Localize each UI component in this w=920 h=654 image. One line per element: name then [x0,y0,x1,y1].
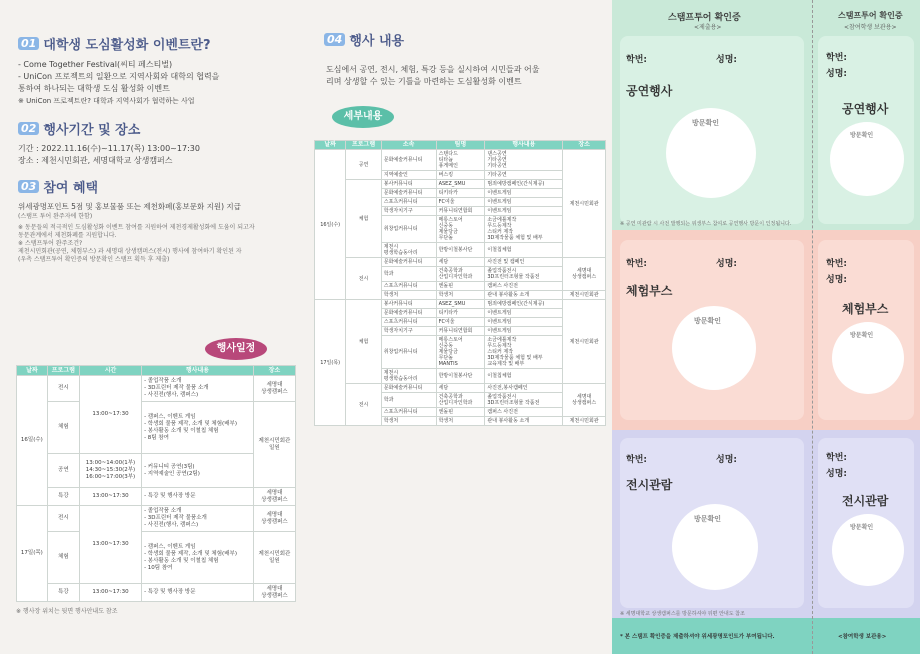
detail-table [314,140,606,426]
section-1-title: 01 대학생 도심활성화 이벤트란? [18,34,291,53]
table-cell: 13:00~17:30 [79,488,141,506]
stamp-sub-2: <참여학생 보관용> [844,24,897,31]
table-cell: 세명대 상생캠퍼스 [253,584,295,602]
table-row [315,180,606,189]
table-cell: 전시 [346,384,381,426]
table-cell: 댄스공연 기타공연 기타공연 [485,150,563,171]
table-cell: 티키타카 [436,309,485,318]
category-exhibition: 전시관람 [626,478,673,492]
table-cell: 제천시 평생학습동아리 [381,243,436,258]
table-cell: 세담 [436,258,485,267]
table-cell: 건축공학과 산업디자인학과 [436,267,485,282]
table-cell: 16일(수) [17,376,48,506]
table-cell: 스포츠커뮤니티 [381,198,436,207]
table-cell: 버스킹 [436,171,485,180]
table-cell: 체험 [47,402,79,454]
section-4-body: 도심에서 공연, 전시, 체험, 특강 등을 실시하여 시민들과 어울 리며 상생할 수 있는 기틀을 마련하는 도심활성화 이벤트 [326,65,540,86]
table-row [315,258,606,267]
table-cell: 특강 [47,488,79,506]
table-cell: 한방이철봉사단 [436,243,485,258]
table-cell: - 특강 및 행사장 방문 [142,584,254,602]
table-cell: 16일(수) [315,150,346,300]
table-cell: 커뮤니티연합회 [436,207,485,216]
table-cell: 세담 [436,384,485,393]
table-cell: 졸업작품전시 3D프린터조형물 작품전 [485,267,563,282]
table-cell: 메롱스토어 신중동 제물당금 무단돌 [436,216,485,243]
category-experience: 체험부스 [626,284,673,298]
table-cell: 문화예술커뮤니티 [381,384,436,393]
table-cell: 스포츠커뮤니티 [381,318,436,327]
table-cell: - 캠퍼스, 이벤트 게임 - 학생회 물품 제작, 소개 및 체험(배부) - 봉사활동 소개 및 이철칩 체험 - 10팀 참여 [142,532,254,584]
schedule-note: ※ 행사장 위치는 뒷면 행사안내도 참조 [16,608,118,615]
category-performance: 공연행사 [626,84,673,98]
stamp-title: 스탬프투어 확인증 [668,13,741,23]
table-row [315,141,606,150]
table-cell: 전시 [346,258,381,300]
table-cell: 13:00~17:30 [79,376,141,454]
table-cell: 학생자치기구 [381,207,436,216]
stamp-title-2: 스탬프투어 확인증 [838,11,903,20]
stamp-card: 스탬프투어 확인증 <제출용> 스탬프투어 확인증 <참여학생 보관용> 학번: 성명: 공연행사 방문확인 ※ 공연 미관람 시 사전 발행되는 위생부스 참여로 공연행사 방문이 인정됩니다. 학번: 성명: 공연행사 방문확인 학번: 성명: 체험부스 방문확인 학번: 성명: 체험부스 방문확인 학번: 성명: 전시관람 방문확인 ※ 세명대학교 상생캠퍼스를 방문하셔야 뒤편 안내도 참조 학번: 성명: 전시관람 방문확인 * 본 스탬프 확인증을 제출하셔야 위세광명포인트가 부여됩니다. <참여학생 보관용> [612,0,920,654]
table-cell: 13:00~14:00(1부) 14:30~15:30(2부) 16:00~17:00(3부) [79,454,141,488]
table-cell: 제천시민회관 일원 [253,402,295,488]
table-cell: 이벤트게임 [485,198,563,207]
table-cell: 팀명 [436,141,485,150]
stamp-footer-2: <참여학생 보관용> [838,634,887,640]
table-cell: 취창업커뮤니티 [381,336,436,369]
table-cell: 공연 [47,454,79,488]
table-cell: 관내 봉사활동 소개 [485,291,563,300]
table-cell: 스포츠커뮤니티 [381,282,436,291]
table-cell: 제천시민회관 [563,300,606,384]
table-cell: FC여울 [436,198,485,207]
table-cell: - 특강 및 행사장 방문 [142,488,254,506]
table-cell: 커뮤니티연합회 [436,327,485,336]
table-cell: 문화예술커뮤니티 [381,189,436,198]
table-cell: 공연 [346,150,381,180]
table-cell: 행사내용 [485,141,563,150]
table-cell: 학생처 [436,417,485,426]
table-cell: 취창업커뮤니티 [381,216,436,243]
table-cell: 세명대 상생캠퍼스 [563,258,606,291]
table-cell: - 졸업작품 소개 - 3D프린터 제작 물품소개 - 사진전(행사, 캠퍼스) [142,506,254,532]
table-cell: 학과 [381,393,436,408]
table-cell: 범죄예방캠페인(간식제공) [485,180,563,189]
table-cell: 엔돌핀 [436,408,485,417]
table-cell: 티키타카 [436,189,485,198]
table-cell: 체험 [47,532,79,584]
table-cell: 소속 [381,141,436,150]
table-cell: 전시 [47,376,79,402]
table-cell: 학생처 [381,417,436,426]
table-cell: 학생자치기구 [381,327,436,336]
table-cell: 건축공학과 산업디자인학과 [436,393,485,408]
table-cell: 이벤트게임 [485,207,563,216]
section-4-title: 04 행사 내용 [324,30,404,49]
table-cell: 범죄예방캠페인(간식제공) [485,300,563,309]
table-cell: 학생처 [381,291,436,300]
schedule-badge: 행사일정 [205,338,267,360]
section-1-body: - Come Together Festival(씨티 페스티벌) - UniCon 프로젝트의 일환으로 지역사회와 대학의 협력을 통하여 하나되는 대학생 도심 활성화 이벤트 ※ UniCon 프로젝트란? 대학과 지역사회가 협력하는 사업 [18,60,220,105]
table-cell: 졸업작품전시 3D프린터조형물 작품전 [485,393,563,408]
table-cell: 제천시민회관 [563,150,606,258]
table-cell: 스포츠커뮤니티 [381,408,436,417]
table-cell: 13:00~17:30 [79,506,141,584]
table-cell: 프로그램 [346,141,381,150]
table-cell: - 졸업작품 소개 - 3D프린터 제작 물품 소개 - 사진전(행사, 캠퍼스) [142,376,254,402]
table-cell: 캠퍼스 사진전 [485,282,563,291]
table-cell: 세명대 상생캠퍼스 [253,506,295,532]
table-cell: 세명대 상생캠퍼스 [253,488,295,506]
table-row [315,384,606,393]
table-cell: 소금에틀제작 무드등제작 스티커 제작 3D제작물품 체험 및 배부 교육제작 및 배부 [485,336,563,369]
table-cell: 이벤트게임 [485,189,563,198]
table-cell: 제천시 평생학습동아리 [381,369,436,384]
table-cell: 날짜 [315,141,346,150]
table-cell: 전시 [47,506,79,532]
table-cell: 세명대 상생캠퍼스 [563,384,606,417]
middle-panel [310,0,610,654]
table-cell: 스탠다드 티타늄 퐁게메인 [436,150,485,171]
table-cell: 사진전,봉사캠페인 [485,384,563,393]
table-cell: 소금에틀제작 무드등제작 스티커 제작 3D제작물품 체험 및 배부 [485,216,563,243]
section-3-title: 03 참여 혜택 [18,177,291,196]
detail-tag: 세부내용 [332,106,394,128]
table-cell: ASEZ_SMU [436,180,485,189]
table-row [315,300,606,309]
table-row [315,150,606,171]
table-cell: 세명대 상생캠퍼스 [253,376,295,402]
schedule-table: 날짜 프로그램 시간 행사내용 장소 16일(수) 전시 13:00~17:30 - 졸업작품 소개 - 3D프린터 제작 물품 소개 - 사진전(행사, 캠퍼스) 세명대 상생캠퍼스 체험 - 캠퍼스, 이벤트 게임 - 학생회 물품 제작, 소개 및 체험(배부) - 봉사활동 소개 및 이철칩 체험 - 8팀 참여 제천시민회관 일원 공연 13:00~14:00(1부) 14:30~15:30(2부) 16:00~17:00(3부) - 커뮤니티 공연(3팀) - 지역예술인 공연(2팀) 특강 13:00~17:30 - 특강 및 행사장 방문 세명대 상생캠퍼스 17일(목) 전시 13:00~17:30 - 졸업작품 소개 - 3D프린터 제작 물품소개 - 사진전(행사, 캠퍼스) 세명대 상생캠퍼스 체험 - 캠퍼스, 이벤트 게임 - 학생회 물품 제작, 소개 및 체험(배부) - 봉사활동 소개 및 이철칩 체험 - 10팀 참여 제천시민회관 일원 특강 13:00~17:30 - 특강 및 행사장 방문 세명대 상생캠퍼스 ※ 행사장 위치는 뒷면 행사안내도 참조 [16,365,296,616]
table-cell: 문화예술커뮤니티 [381,258,436,267]
table-cell: FC여울 [436,318,485,327]
stamp-note-1: ※ 공연 미관람 시 사전 발행되는 위생부스 참여로 공연행사 방문이 인정됩니다. [620,221,792,227]
table-cell: 학생처 [436,291,485,300]
table-cell: 특강 [47,584,79,602]
table-cell: 장소 [563,141,606,150]
stamp-note-3: ※ 세명대학교 상생캠퍼스를 방문하셔야 뒤편 안내도 참조 [620,611,745,617]
table-cell: 이철칩체험 [485,243,563,258]
table-cell: - 캠퍼스, 이벤트 게임 - 학생회 물품 제작, 소개 및 체험(배부) - 봉사활동 소개 및 이철칩 체험 - 8팀 참여 [142,402,254,454]
id-label: 학번: [626,55,647,65]
table-cell: 봉사커뮤니티 [381,300,436,309]
section-2-title: 02 행사기간 및 장소 [18,119,291,138]
table-cell: ASEZ_SMU [436,300,485,309]
table-cell: 이벤트게임 [485,318,563,327]
name-label: 성명: [716,55,737,65]
table-cell: 제천시민회관 일원 [253,532,295,584]
table-cell: 문화예술커뮤니티 [381,309,436,318]
table-cell: 문화예술커뮤니티 [381,150,436,171]
table-cell: 체험 [346,300,381,384]
table-cell: 관내 봉사활동 소개 [485,417,563,426]
table-cell: - 커뮤니티 공연(3팀) - 지역예술인 공연(2팀) [142,454,254,488]
table-cell: 13:00~17:30 [79,584,141,602]
table-cell: 제천시민회관 [563,417,606,426]
stamp-sub: <제출용> [694,24,722,31]
table-cell: 이철칩체험 [485,369,563,384]
table-cell: 지역예술인 [381,171,436,180]
table-cell: 엔돌핀 [436,282,485,291]
table-cell: 체험 [346,180,381,258]
table-cell: 학과 [381,267,436,282]
table-cell: 이벤트게임 [485,309,563,318]
table-cell: 캠퍼스 사진전 [485,408,563,417]
table-cell: 이벤트게임 [485,327,563,336]
section-3-body: 위세광명포인트 5점 및 홍보물품 또는 제천화폐(홍보문화 지원) 지급 (스탬프 투어 완주자에 한함) ※ 동문들의 적극적인 도심활성화 이벤트 참여를 지원하여 제천경제활성화에 도움이 되고자 동문관계에서 제천화폐를 지원합니다. ※ 스탬프투어 완주조건? 제천시민회관(공연, 체험부스) 과 세명대 상생캠퍼스(전시) 행사에 참여하기 확인된 자 (우측 스탬프투어 확인증의 방문확인 스탬프 획득 후 제출) [18,202,255,263]
table-cell: 봉사커뮤니티 [381,180,436,189]
table-cell: 사진전 및 캠페인 [485,258,563,267]
stamp-footer: * 본 스탬프 확인증을 제출하셔야 위세광명포인트가 부여됩니다. [620,634,775,640]
table-cell: 17일(목) [315,300,346,426]
table-cell: 메롱스토어 신중동 제물당금 무단돌 MANTIS [436,336,485,369]
section-2-body: 기간 : 2022.11.16(수)~11.17(목) 13:00~17:30 장소 : 제천시민회관, 세명대학교 상생캠퍼스 [18,144,200,165]
table-cell: 기타공연 [485,171,563,180]
table-cell: 17일(목) [17,506,48,602]
table-cell: 한방이철봉사단 [436,369,485,384]
table-cell: 제천시민회관 [563,291,606,300]
